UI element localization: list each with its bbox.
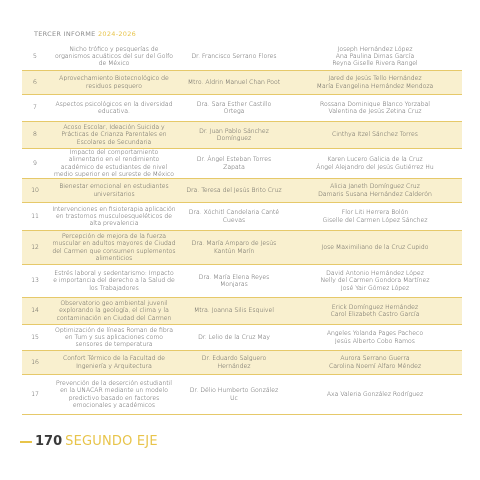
student-name: Jose Maximiliano de la Cruz Cupido <box>321 243 429 251</box>
advisor-name: Dr. Francisco Serrano Flores <box>191 52 277 60</box>
table-row <box>22 375 462 415</box>
header-years: 2024-2026 <box>97 30 137 38</box>
section-title: SEGUNDO EJE <box>65 434 158 449</box>
table-row <box>22 298 462 325</box>
page-footer <box>20 434 158 449</box>
project-title: Bienestar emocional en estudiantes universitarios <box>59 183 169 198</box>
students-cell <box>288 304 462 319</box>
student-name: Carolina Noemí Alfaro Méndez <box>328 362 422 370</box>
row-number: 15 <box>31 333 39 341</box>
row-number: 13 <box>31 277 39 285</box>
advisor-name: Dra. Xóchitl Candelaria Canté Cuevas <box>188 209 280 224</box>
table-row <box>22 149 462 179</box>
student-name: Flor Liti Herrera Bolón <box>341 209 409 217</box>
student-name: David Antonio Hernández López <box>326 270 424 278</box>
students-cell <box>288 156 462 171</box>
student-name: Carol Elizabeth Castro García <box>330 311 420 318</box>
students-cell <box>288 391 462 398</box>
table-row <box>22 43 462 71</box>
row-number: 10 <box>31 186 39 194</box>
project-title: Intervenciones en fisioterapia aplicación en trastornos musculoesqueléticos de alta prevalencia <box>52 205 176 228</box>
table-row <box>22 265 462 298</box>
student-name: Erick Domínguez Hernández <box>331 303 419 311</box>
project-title: Percepción de mejora de la fuerza muscular en adultos mayores de Ciudad del Carmen que consumen suplementos alimenticios <box>52 232 176 262</box>
project-title: Acoso Escolar, Ideación Suicida y Prácticas de Crianza Parentales en Escolares de Secundaria <box>61 124 167 146</box>
students-cell <box>288 75 462 90</box>
row-number: 9 <box>33 159 37 167</box>
student-name: María Evangelina Hernández Mendoza <box>316 82 434 90</box>
students-cell <box>288 355 462 370</box>
student-name: Rossana Dominique Blanco Yorzabal <box>320 100 430 108</box>
row-number: 5 <box>33 52 37 60</box>
thesis-table <box>22 43 462 415</box>
advisor-name: Dra. María Elena Reyes Monjaras <box>198 273 270 288</box>
footer-accent-bar <box>20 441 32 443</box>
table-row <box>22 71 462 95</box>
student-name: Damaris Susana Hernández Calderón <box>318 190 432 198</box>
students-cell <box>288 270 462 292</box>
advisor-name: Mtro. Aldrin Manuel Chan Poot <box>187 78 281 86</box>
student-name: Valentina de Jesús Zetina Cruz <box>328 108 422 115</box>
advisor-name: Mtra. Joanna Silis Esquivel <box>194 307 274 315</box>
project-title: Impacto del comportamiento alimentario en el rendimiento académico de estudiantes de nivel medio superior en el sureste de México <box>53 148 175 178</box>
advisor-name: Dra. Sara Esther Castillo Ortega <box>196 100 272 115</box>
student-name: Alicia Janeth Domínguez Cruz <box>330 183 420 191</box>
students-cell <box>288 209 462 224</box>
advisor-name: Dr. Ángel Esteban Torres Zapata <box>196 156 272 171</box>
table-row <box>22 95 462 122</box>
row-number: 16 <box>31 358 39 366</box>
student-name: Angeles Yolanda Pages Pacheco <box>326 330 424 338</box>
student-name: Jared de Jesús Tello Hernández <box>328 75 422 83</box>
table-row <box>22 351 462 375</box>
students-cell <box>288 244 462 251</box>
project-title: Aspectos psicológicos en la diversidad educativa. <box>55 100 173 115</box>
page-number: 170 <box>35 434 63 449</box>
students-cell <box>288 101 462 116</box>
project-title: Optimización de líneas Roman de fibra en Tum y sus aplicaciones como sensores de temperatura <box>55 326 173 349</box>
advisor-name: Dra. Teresa del Jesús Brito Cruz <box>186 186 282 194</box>
students-cell <box>288 183 462 198</box>
advisor-name: Dra. María Amparo de Jesús Kantún Marín <box>191 240 277 255</box>
project-title: Prevención de la deserción estudiantil en la UNACAR mediante un modelo predictivo basado en factores emocionales y académicos <box>56 379 172 409</box>
table-row <box>22 231 462 265</box>
advisor-name: Dr. Délio Humberto González Uc <box>189 387 279 402</box>
row-number: 11 <box>31 212 39 220</box>
student-name: Aurora Serrano Guerra <box>340 355 410 363</box>
table-row <box>22 179 462 203</box>
project-title: Observatorio geo ambiental juvenil explorando la geología, el clima y la contaminación en Ciudad del Carmen <box>56 300 172 322</box>
student-name: Nelly del Carmen Gondora Martínez <box>320 277 430 285</box>
student-name: Giselle del Carmen López Sánchez <box>322 216 428 224</box>
row-number: 14 <box>31 307 39 315</box>
student-name: Ángel Alejandro del Jesús Gutiérrez Hu <box>316 163 434 171</box>
project-title: Confort Térmico de la Facultad de Ingeniería y Arquitectura <box>62 355 166 370</box>
students-cell <box>288 131 462 138</box>
row-number: 6 <box>33 78 37 86</box>
row-number: 7 <box>33 104 37 112</box>
row-number: 8 <box>33 131 37 139</box>
table-row <box>22 122 462 149</box>
student-name: Jesús Alberto Cobo Ramos <box>335 337 415 345</box>
advisor-name: Dr. Lelio de la Cruz May <box>198 333 270 341</box>
row-number: 12 <box>31 243 39 251</box>
student-name: Reyna Giselle Rivera Rangel <box>332 60 418 68</box>
project-title: Aprovechamiento Biotecnológico de residuos pesquero <box>59 75 169 90</box>
student-name: Ana Paulina Dimas García <box>335 52 415 60</box>
student-name: Joseph Hernández López <box>337 45 413 53</box>
students-cell <box>288 46 462 68</box>
student-name: José Yair Gómez López <box>340 284 410 292</box>
advisor-name: Dr. Eduardo Salguero Hernández <box>201 355 267 370</box>
report-header <box>34 30 136 38</box>
student-name: Karen Lucero Galicia de la Cruz <box>327 156 423 164</box>
project-title: Nicho trófico y pesquerías de organismos acuáticos del sur del Golfo de México <box>55 45 173 68</box>
student-name: Cinthya Itzel Sánchez Torres <box>332 131 418 139</box>
students-cell <box>288 330 462 345</box>
project-title: Estrés laboral y sedentarismo: Impacto e importancia del derecho a la Salud de los Trabajadores <box>53 270 175 292</box>
header-prefix: TERCER INFORME <box>34 30 96 38</box>
advisor-name: Dr. Juan Pablo Sánchez Domínguez <box>199 127 269 142</box>
student-name: Axa Valeria González Rodríguez <box>326 390 424 398</box>
table-row <box>22 203 462 231</box>
row-number: 17 <box>31 390 39 398</box>
table-row <box>22 325 462 351</box>
